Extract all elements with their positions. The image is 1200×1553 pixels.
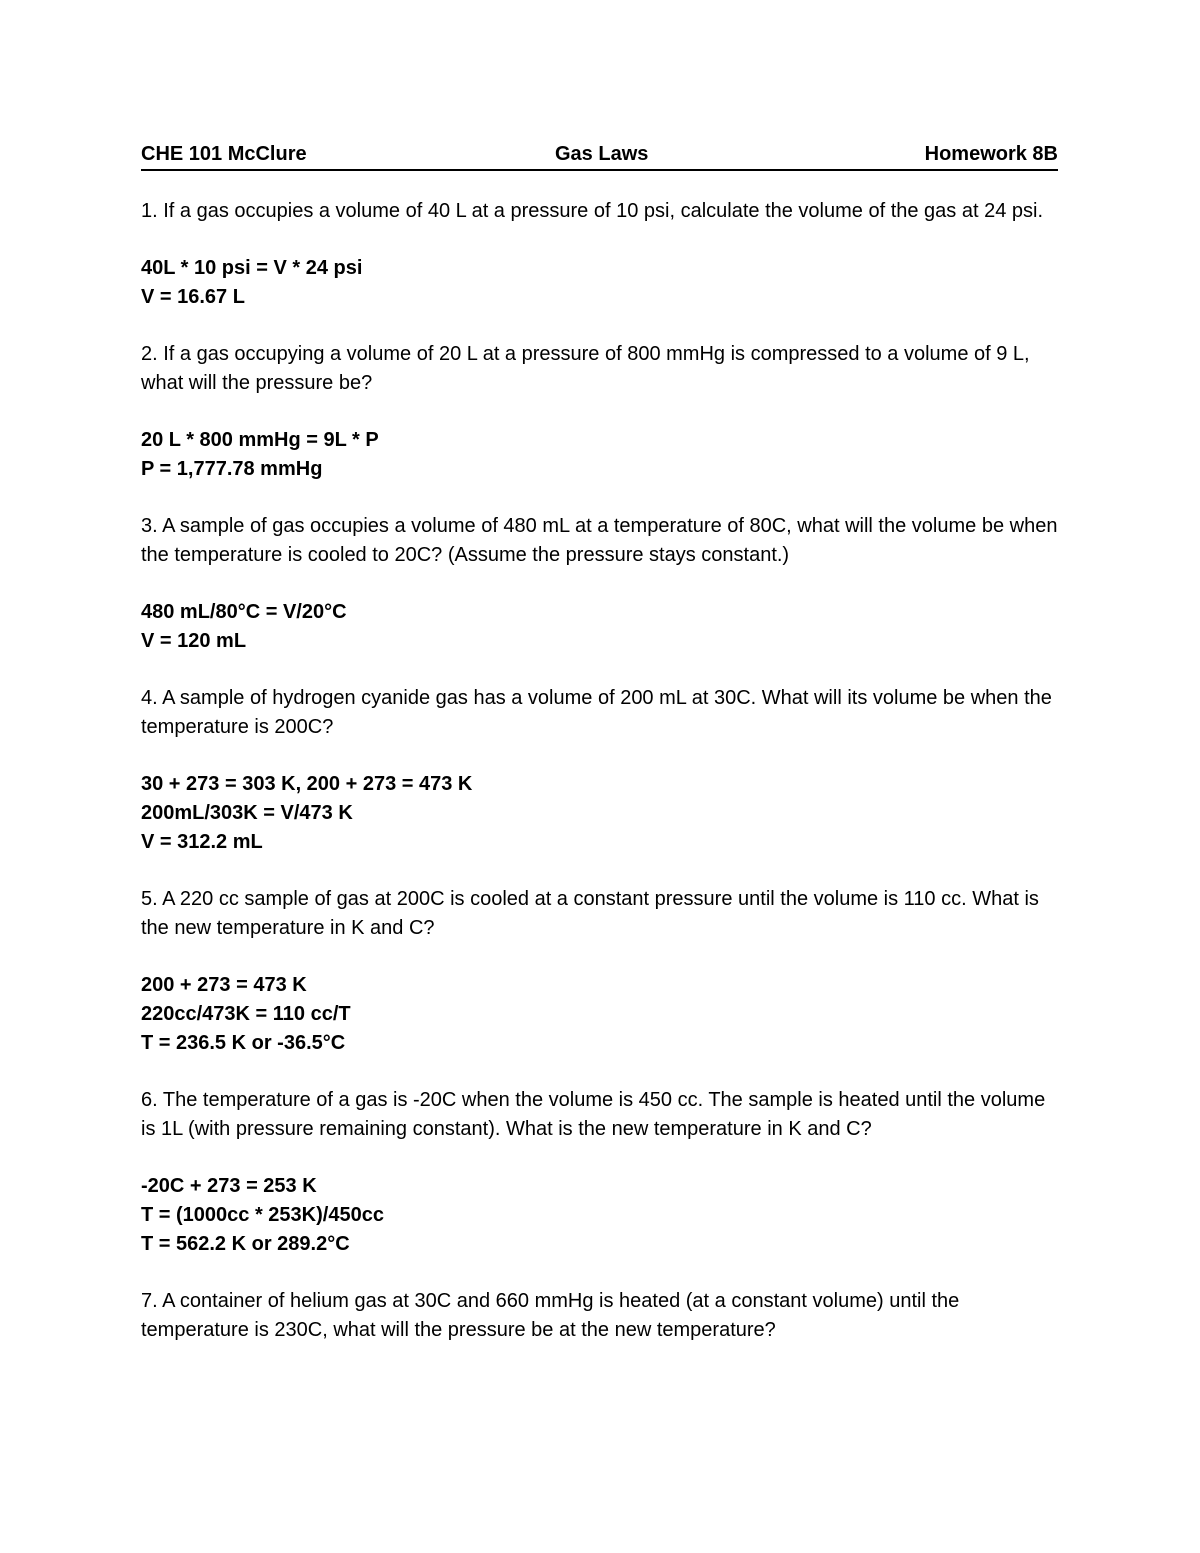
problem-7-question: 7. A container of helium gas at 30C and 660 mmHg is heated (at a constant volume) until the temperature is 230C, what will the pressure be at the new temperature? bbox=[141, 1290, 960, 1341]
answer-line: T = 236.5 K or -36.5°C bbox=[141, 1032, 346, 1054]
answer-line: T = (1000cc * 253K)/450cc bbox=[141, 1204, 384, 1226]
answer-line: V = 120 mL bbox=[141, 630, 247, 652]
problem-3-question: 3. A sample of gas occupies a volume of 480 mL at a temperature of 80C, what will the volume be when the temperature is cooled to 20C? (Assume the pressure stays constant.) bbox=[141, 515, 1058, 566]
answer-line: P = 1,777.78 mmHg bbox=[141, 458, 323, 480]
answer-line: 480 mL/80°C = V/20°C bbox=[141, 601, 347, 623]
problem-3-answer bbox=[141, 598, 1058, 656]
problem-5-question: 5. A 220 cc sample of gas at 200C is cooled at a constant pressure until the volume is 110 cc. What is the new temperature in K and C? bbox=[141, 888, 1039, 939]
answer-line: V = 16.67 L bbox=[141, 286, 245, 308]
problem-4-answer bbox=[141, 770, 1058, 857]
problem-6-answer bbox=[141, 1172, 1058, 1259]
problem-2-answer bbox=[141, 426, 1058, 484]
course-title: CHE 101 McClure bbox=[141, 143, 307, 165]
problem-list bbox=[141, 197, 1058, 1373]
problem-2-question: 2. If a gas occupying a volume of 20 L at a pressure of 800 mmHg is compressed to a volume of 9 L, what will the pressure be? bbox=[141, 343, 1030, 394]
answer-line: 20 L * 800 mmHg = 9L * P bbox=[141, 429, 379, 451]
problem-1-answer bbox=[141, 254, 1058, 312]
answer-line: 200 + 273 = 473 K bbox=[141, 974, 307, 996]
answer-line: V = 312.2 mL bbox=[141, 831, 263, 853]
answer-line: 40L * 10 psi = V * 24 psi bbox=[141, 257, 363, 279]
answer-line: T = 562.2 K or 289.2°C bbox=[141, 1233, 350, 1255]
document-header bbox=[141, 141, 1058, 171]
answer-line: 220cc/473K = 110 cc/T bbox=[141, 1003, 351, 1025]
problem-4-question: 4. A sample of hydrogen cyanide gas has a volume of 200 mL at 30C. What will its volume be when the temperature is 200C? bbox=[141, 687, 1052, 738]
answer-line: -20C + 273 = 253 K bbox=[141, 1175, 317, 1197]
answer-line: 30 + 273 = 303 K, 200 + 273 = 473 K bbox=[141, 773, 473, 795]
problem-5-answer bbox=[141, 971, 1058, 1058]
topic-title: Gas Laws bbox=[555, 143, 649, 165]
problem-6-question: 6. The temperature of a gas is -20C when the volume is 450 cc. The sample is heated until the volume is 1L (with pressure remaining constant). What is the new temperature in K and C? bbox=[141, 1089, 1046, 1140]
problem-1-question: 1. If a gas occupies a volume of 40 L at a pressure of 10 psi, calculate the volume of the gas at 24 psi. bbox=[141, 200, 1044, 222]
answer-line: 200mL/303K = V/473 K bbox=[141, 802, 353, 824]
assignment-title: Homework 8B bbox=[924, 143, 1058, 165]
